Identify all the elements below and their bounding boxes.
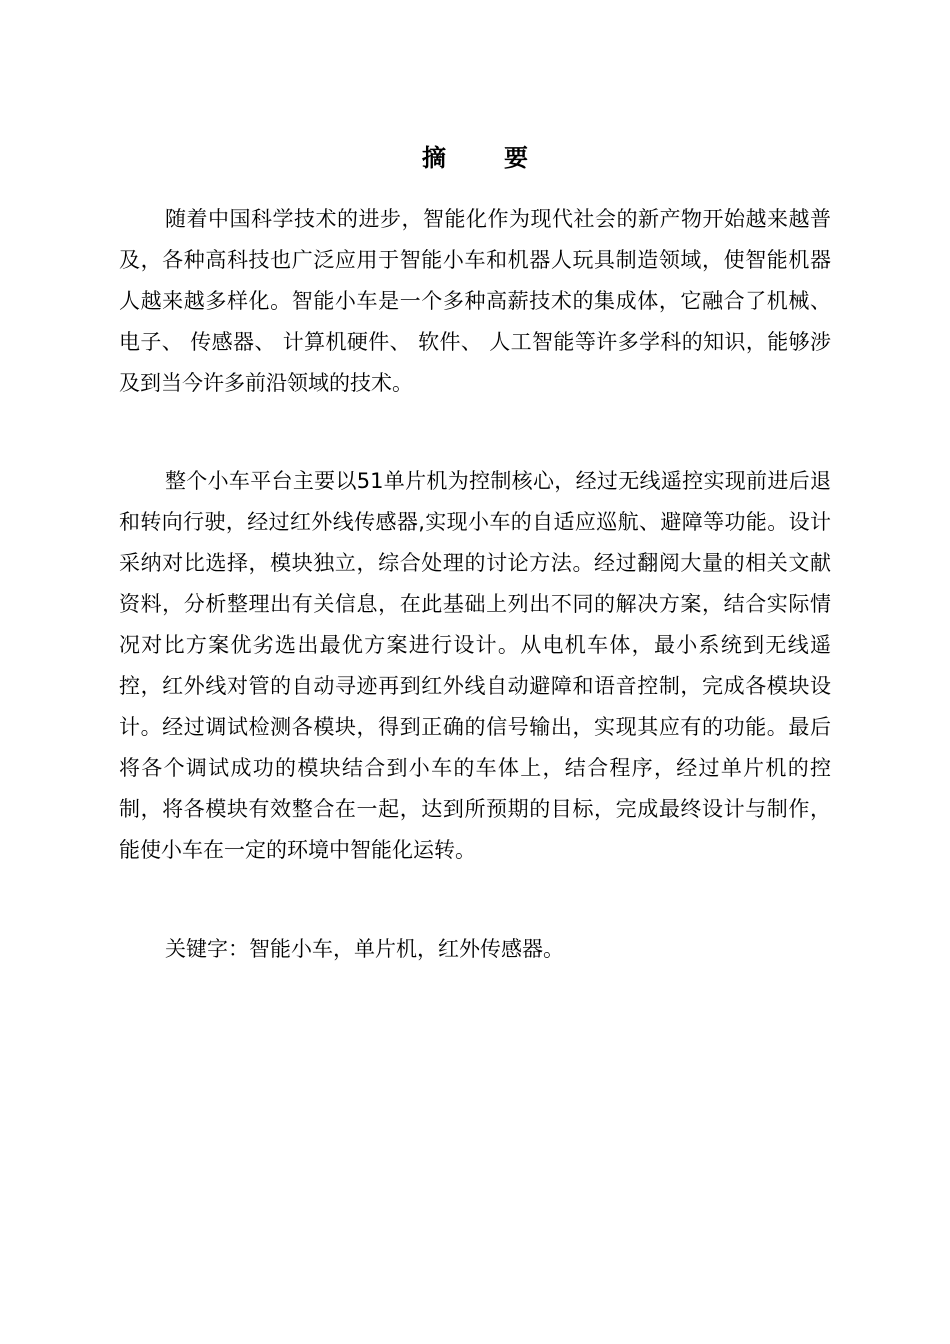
abstract-paragraph-1-block xyxy=(119,199,831,404)
abstract-paragraph-2: 整个小车平台主要以51单片机为控制核心，经过无线遥控实现前进后退和转向行驶，经过红外线传感器,实现小车的自适应巡航、避障等功能。设计采纳对比选择，模块独立，综合处理的讨论方法。经过翻阅大量的相关文献资料，分析整理出有关信息，在此基础上列出不同的解决方案，结合实际情况对比方案优劣选出最优方案进行设计。从电机车体，最小系统到无线遥控，红外线对管的自动寻迹再到红外线自动避障和语音控制，完成各模块设计。经过调试检测各模块，得到正确的信号输出，实现其应有的功能。最后将各个调试成功的模块结合到小车的车体上，结合程序，经过单片机的控制，将各模块有效整合在一起，达到所预期的目标，完成最终设计与制作，能使小车在一定的环境中智能化运转。 xyxy=(119,469,831,862)
keywords-line: 关键字：智能小车，单片机，红外传感器。 xyxy=(165,937,564,961)
abstract-paragraph-1: 随着中国科学技术的进步，智能化作为现代社会的新产物开始越来越普及，各种高科技也广泛应用于智能小车和机器人玩具制造领域，使智能机器人越来越多样化。智能小车是一个多种高薪技术的集成体，它融合了机械、 电子、 传感器、 计算机硬件、 软件、 人工智能等许多学科的知识，能够涉及到当今许多前沿领域的技术。 xyxy=(119,207,831,395)
abstract-paragraph-2-block xyxy=(119,461,831,871)
keywords-block xyxy=(119,929,831,970)
title-char-right: 要 xyxy=(504,144,528,172)
abstract-title xyxy=(0,143,950,173)
title-char-left: 摘 xyxy=(422,144,446,172)
